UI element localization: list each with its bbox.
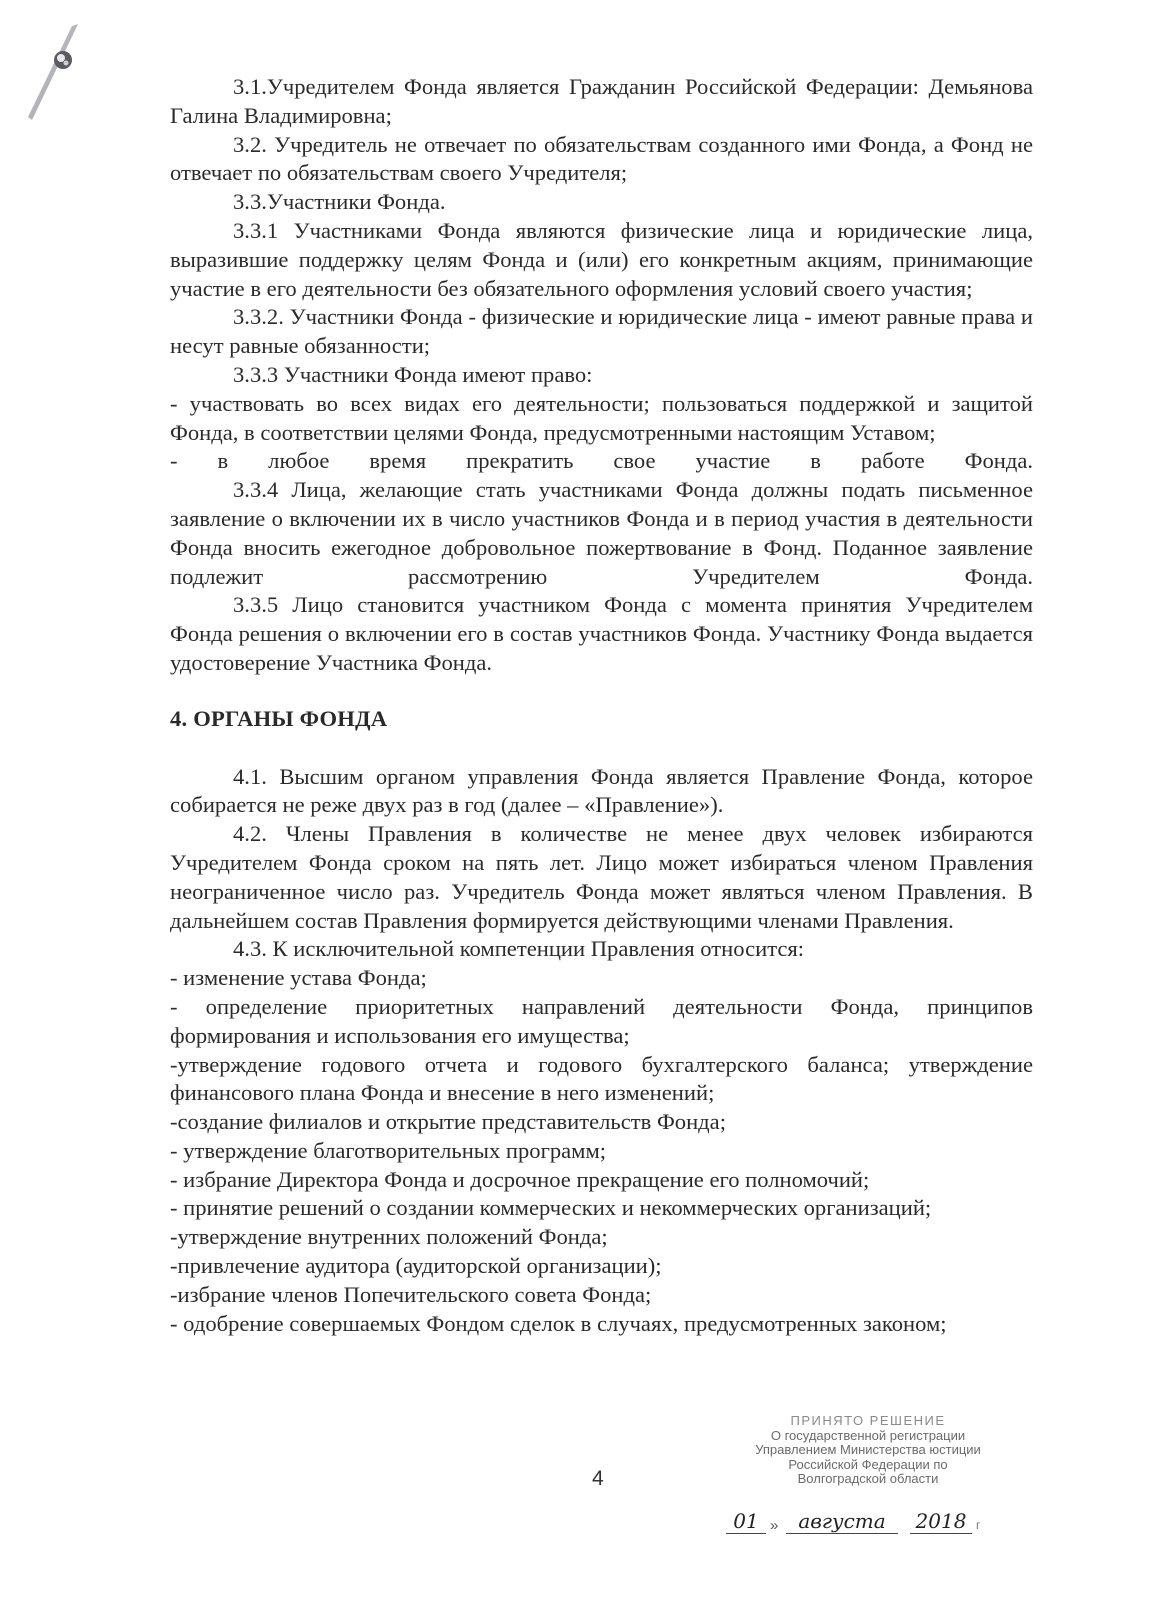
staple-mark-icon <box>20 22 80 122</box>
competence-item: - определение приоритетных направлений деятельности Фонда, принципов формирования и использования его имущества; <box>170 993 1033 1048</box>
stamp-title: ПРИНЯТО РЕШЕНИЕ <box>790 1413 946 1428</box>
competence-item: - одобрение совершаемых Фондом сделок в случаях, предусмотренных законом; <box>170 1310 947 1336</box>
stamp-line: Управлением Министерства юстиции <box>755 1442 981 1457</box>
stamp-date-day: 01 <box>726 1509 766 1534</box>
stamp-date-suffix: г <box>976 1518 981 1532</box>
clause-3-3-5: 3.3.5 Лицо становится участником Фонда с момента принятия Учредителем Фонда решения о включении его в состав участников Фонда. Участнику Фонда выдается удостоверение Участника Фонда. <box>170 592 1033 675</box>
page-number: 4 <box>592 1467 604 1490</box>
clause-3-3-1: 3.3.1 Участниками Фонда являются физические лица и юридические лица, выразившие поддержку целям Фонда и (или) его конкретным акциям, принимающие участие в его деятельности без обязательного оформления условий своего участия; <box>170 217 1033 301</box>
clause-3-1: 3.1.Учредителем Фонда является Гражданин Российской Федерации: Демьянова Галина Владимировна; <box>170 74 1033 128</box>
clause-3-3-2: 3.3.2. Участники Фонда - физические и юридические лица - имеют равные права и несут равные обязанности; <box>170 304 1033 359</box>
section-heading: 4. ОРГАНЫ ФОНДА <box>170 705 388 731</box>
competence-item: -избрание членов Попечительского совета Фонда; <box>170 1281 652 1307</box>
clause-3-3: 3.3.Участники Фонда. <box>233 189 446 215</box>
registration-stamp <box>718 1414 1018 1487</box>
clause-3-3-3-item: - в любое время прекратить свое участие в работе Фонда. <box>170 448 1033 474</box>
clause-4-2: 4.2. Члены Правления в количестве не менее двух человек избираются Учредителем Фонда сроком на пять лет. Лицо может избираться членом Правления неограниченное число раз. Учредитель Фонда может являться членом Правления. В дальнейшем состав Правления формируется действующими членами Правления. <box>170 821 1033 933</box>
clause-3-3-3-item: - участвовать во всех видах его деятельности; пользоваться поддержкой и защитой Фонда, в соответствии целями Фонда, предусмотренными настоящим Уставом; <box>170 390 1033 445</box>
stamp-line: Российской Федерации по <box>788 1456 948 1472</box>
stamp-date-month: августа <box>786 1509 898 1534</box>
stamp-date <box>726 1510 1026 1544</box>
stamp-line: О государственной регистрации <box>770 1427 966 1443</box>
clause-3-3-4: 3.3.4 Лица, желающие стать участниками Фонда должны подать письменное заявление о включении их в число участников Фонда и в период участия в деятельности Фонда вносить ежегодное добровольное пожертвование в Фонд. Поданное заявление подлежит рассмотрению Учредителем Фонда. <box>170 477 1033 589</box>
competence-item: - избрание Директора Фонда и досрочное прекращение его полномочий; <box>170 1166 870 1192</box>
clause-3-3-3: 3.3.3 Участники Фонда имеют право: <box>233 361 593 387</box>
stamp-line: Волгоградской области <box>797 1471 939 1486</box>
competence-item: - принятие решений о создании коммерческих и некоммерческих организаций; <box>170 1195 932 1221</box>
competence-item: - изменение устава Фонда; <box>170 965 427 991</box>
competence-item: -привлечение аудитора (аудиторской организации); <box>170 1253 662 1279</box>
competence-item: -утверждение внутренних положений Фонда; <box>170 1224 608 1250</box>
document-page <box>170 73 1033 1338</box>
clause-4-1: 4.1. Высшим органом управления Фонда является Правление Фонда, которое собирается не реже двух раз в год (далее – «Правление»). <box>170 763 1033 818</box>
competence-item: -создание филиалов и открытие представительств Фонда; <box>170 1109 726 1135</box>
competence-item: - утверждение благотворительных программ; <box>170 1137 607 1163</box>
stamp-date-year: 2018 <box>910 1509 972 1534</box>
stamp-date-separator: » <box>770 1517 779 1534</box>
clause-4-3: 4.3. К исключительной компетенции Правления относится: <box>233 936 805 962</box>
competence-list <box>170 964 1033 1338</box>
clause-3-2: 3.2. Учредитель не отвечает по обязательствам созданного ими Фонда, а Фонд не отвечает по обязательствам своего Учредителя; <box>170 131 1033 186</box>
competence-item: -утверждение годового отчета и годового бухгалтерского баланса; утверждение финансового плана Фонда и внесение в него изменений; <box>170 1051 1033 1106</box>
